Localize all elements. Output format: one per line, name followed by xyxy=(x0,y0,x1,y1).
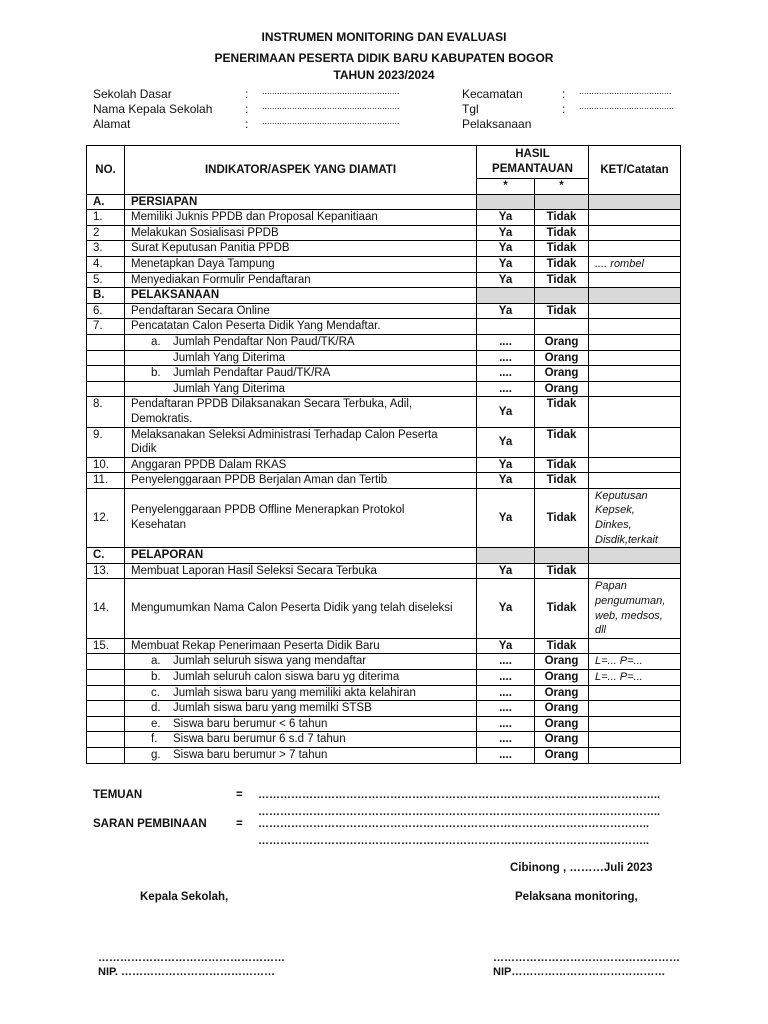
note-line: Disdik,terkait xyxy=(595,533,658,546)
sub-label: b. xyxy=(151,367,161,380)
table-row xyxy=(87,427,681,457)
row-note[interactable] xyxy=(589,716,681,732)
row-indicator: Menyediakan Formulir Pendaftaran xyxy=(125,272,477,288)
note-line: dll xyxy=(595,624,607,637)
row-no: 4. xyxy=(87,256,125,272)
table-row xyxy=(87,747,681,763)
sub-label: c. xyxy=(151,686,160,699)
row-sub-indicator xyxy=(125,685,477,701)
row-note[interactable] xyxy=(589,638,681,654)
answer-ya[interactable]: Ya xyxy=(477,563,535,579)
section-fill xyxy=(477,288,535,304)
answer-tidak[interactable]: Tidak xyxy=(535,303,589,319)
row-sub-indicator xyxy=(125,381,477,397)
doc-title-line3: TAHUN 2023/2024 xyxy=(333,68,435,82)
row-indicator: Membuat Laporan Hasil Seleksi Secara Terbuka xyxy=(125,563,477,579)
row-note[interactable] xyxy=(589,272,681,288)
row-sub-indicator xyxy=(125,701,477,717)
place-date: Cibinong , ………Juli 2023 xyxy=(510,862,653,874)
answer-ya[interactable]: Ya xyxy=(477,303,535,319)
row-note[interactable] xyxy=(589,685,681,701)
section-fill xyxy=(589,288,681,304)
row-no: 13. xyxy=(87,563,125,579)
row-note[interactable] xyxy=(589,579,681,638)
sub-label: a. xyxy=(151,335,161,348)
table-row xyxy=(87,225,681,241)
indicator-line: Melaksanakan Seleksi Administrasi Terhadap Calon Peserta xyxy=(131,428,438,441)
answer-tidak[interactable]: Tidak xyxy=(535,256,589,272)
sub-text: Jumlah Yang Diterima xyxy=(173,382,286,395)
col-indikator-header: INDIKATOR/ASPEK YANG DIAMATI xyxy=(125,146,477,195)
section-title: PERSIAPAN xyxy=(125,194,477,210)
temuan-label: TEMUAN xyxy=(93,789,143,801)
count-unit: Orang xyxy=(535,334,589,350)
section-no: C. xyxy=(87,548,125,564)
count-unit: Orang xyxy=(535,716,589,732)
saran-dots-2: …………………………………………………………………………………………….. xyxy=(258,835,650,847)
table-row xyxy=(87,319,681,335)
sub-text: Jumlah Pendaftar Non Paud/TK/RA xyxy=(173,335,355,348)
info-label: Pelaksanaan xyxy=(462,117,532,131)
count-field[interactable]: .... xyxy=(477,654,535,670)
table-row xyxy=(87,272,681,288)
answer-tidak[interactable]: Tidak xyxy=(535,638,589,654)
table-row xyxy=(87,716,681,732)
answer-tidak[interactable]: Tidak xyxy=(535,457,589,473)
count-field[interactable]: .... xyxy=(477,381,535,397)
info-colon: : xyxy=(562,102,566,116)
row-sub-indicator xyxy=(125,670,477,686)
answer-tidak[interactable]: Tidak xyxy=(535,473,589,489)
row-indicator: Pendaftaran Secara Online xyxy=(125,303,477,319)
count-field[interactable]: .... xyxy=(477,701,535,717)
info-label: Kecamatan xyxy=(462,87,523,101)
answer-ya[interactable] xyxy=(477,319,535,335)
row-indicator: Anggaran PPDB Dalam RKAS xyxy=(125,457,477,473)
row-note[interactable]: L=... P=... xyxy=(589,670,681,686)
section-no: B. xyxy=(87,288,125,304)
count-unit: Orang xyxy=(535,701,589,717)
table-row xyxy=(87,397,681,427)
answer-tidak[interactable]: Tidak xyxy=(535,225,589,241)
count-unit: Orang xyxy=(535,732,589,748)
sub-text: Jumlah siswa baru yang memiliki akta kelahiran xyxy=(173,686,416,699)
info-value[interactable]: ....................................................... xyxy=(262,116,400,126)
table-row xyxy=(87,241,681,257)
row-sub-indicator xyxy=(125,350,477,366)
indicator-line: Demokratis. xyxy=(131,412,193,425)
sub-text: Jumlah Yang Diterima xyxy=(173,351,286,364)
sub-label: a. xyxy=(151,655,161,668)
answer-ya[interactable]: Ya xyxy=(477,241,535,257)
row-no: 14. xyxy=(87,579,125,638)
answer-tidak[interactable]: Tidak xyxy=(535,488,589,547)
left-sign-line: …………………………………………… xyxy=(98,952,285,964)
row-no: 8. xyxy=(87,397,125,427)
answer-ya[interactable]: Ya xyxy=(477,488,535,547)
right-nip: NIP…………………………………… xyxy=(493,966,666,978)
row-note[interactable] xyxy=(589,381,681,397)
table-row xyxy=(87,457,681,473)
row-no xyxy=(87,732,125,748)
row-note[interactable] xyxy=(589,225,681,241)
section-fill xyxy=(535,288,589,304)
monitoring-table xyxy=(86,145,681,764)
row-no: 11. xyxy=(87,473,125,489)
table-row xyxy=(87,303,681,319)
answer-tidak[interactable]: Tidak xyxy=(535,427,589,457)
count-field[interactable]: .... xyxy=(477,366,535,382)
col-hasil-header xyxy=(477,146,589,179)
row-no xyxy=(87,366,125,382)
row-note[interactable] xyxy=(589,488,681,547)
table-row xyxy=(87,732,681,748)
row-no xyxy=(87,334,125,350)
note-line: Kepsek, xyxy=(595,504,635,517)
row-no: 12. xyxy=(87,488,125,547)
row-no: 6. xyxy=(87,303,125,319)
answer-ya[interactable]: Ya xyxy=(477,272,535,288)
info-colon: : xyxy=(245,117,249,131)
row-no: 1. xyxy=(87,210,125,226)
answer-ya[interactable]: Ya xyxy=(477,427,535,457)
note-line: pengumuman, xyxy=(595,595,666,608)
indicator-line: Pendaftaran PPDB Dilaksanakan Secara Terbuka, Adil, xyxy=(131,398,413,411)
hasil-star-1: * xyxy=(477,179,535,195)
row-note[interactable] xyxy=(589,563,681,579)
count-unit: Orang xyxy=(535,381,589,397)
table-row xyxy=(87,579,681,638)
col-no-header: NO. xyxy=(87,146,125,195)
row-no xyxy=(87,701,125,717)
right-role: Pelaksana monitoring, xyxy=(515,891,638,903)
row-no xyxy=(87,670,125,686)
table-row xyxy=(87,670,681,686)
count-unit: Orang xyxy=(535,747,589,763)
row-no: 10. xyxy=(87,457,125,473)
sub-label: d. xyxy=(151,702,161,715)
row-indicator xyxy=(125,488,477,547)
row-note[interactable] xyxy=(589,427,681,457)
note-line: Keputusan xyxy=(595,489,648,502)
row-no xyxy=(87,654,125,670)
section-title: PELAKSANAAN xyxy=(125,288,477,304)
row-no: 5. xyxy=(87,272,125,288)
answer-ya[interactable]: Ya xyxy=(477,457,535,473)
row-no: 3. xyxy=(87,241,125,257)
doc-title-line2: PENERIMAAN PESERTA DIDIK BARU KABUPATEN BOGOR xyxy=(214,51,554,65)
table-row xyxy=(87,381,681,397)
row-indicator: Surat Keputusan Panitia PPDB xyxy=(125,241,477,257)
indicator-line: Kesehatan xyxy=(131,519,186,532)
count-field[interactable]: .... xyxy=(477,685,535,701)
table-row xyxy=(87,638,681,654)
info-colon: : xyxy=(245,102,249,116)
answer-ya[interactable]: Ya xyxy=(477,473,535,489)
left-role: Kepala Sekolah, xyxy=(140,891,229,903)
row-note[interactable] xyxy=(589,303,681,319)
row-note[interactable] xyxy=(589,701,681,717)
table-row xyxy=(87,288,681,304)
doc-title-line1: INSTRUMEN MONITORING DAN EVALUASI xyxy=(261,30,507,44)
table-row xyxy=(87,488,681,547)
row-indicator xyxy=(125,427,477,457)
saran-eq: = xyxy=(236,818,243,830)
sub-text: Jumlah siswa baru yang memilki STSB xyxy=(173,702,372,715)
row-no xyxy=(87,381,125,397)
answer-tidak[interactable]: Tidak xyxy=(535,210,589,226)
row-note[interactable] xyxy=(589,397,681,427)
row-note[interactable] xyxy=(589,334,681,350)
count-unit: Orang xyxy=(535,685,589,701)
info-value[interactable]: ..................................... xyxy=(579,86,672,96)
answer-ya[interactable]: Ya xyxy=(477,210,535,226)
table-row xyxy=(87,334,681,350)
row-note[interactable] xyxy=(589,210,681,226)
sub-label: f. xyxy=(151,733,158,746)
table-row xyxy=(87,685,681,701)
table-row xyxy=(87,701,681,717)
sub-text: Siswa baru berumur 6 s.d 7 tahun xyxy=(173,733,346,746)
section-no: A. xyxy=(87,194,125,210)
sub-text: Jumlah Pendaftar Paud/TK/RA xyxy=(173,367,331,380)
row-no: 2 xyxy=(87,225,125,241)
sub-label: e. xyxy=(151,717,161,730)
row-note[interactable] xyxy=(589,457,681,473)
row-indicator: Membuat Rekap Penerimaan Peserta Didik Baru xyxy=(125,638,477,654)
answer-tidak[interactable]: Tidak xyxy=(535,397,589,427)
info-label: Sekolah Dasar xyxy=(93,87,172,101)
row-indicator xyxy=(125,397,477,427)
sub-label: b. xyxy=(151,671,161,683)
info-value[interactable]: ....................................................... xyxy=(262,101,400,111)
sub-text: Siswa baru berumur < 6 tahun xyxy=(173,717,328,730)
info-value[interactable]: ....................................................... xyxy=(262,86,400,96)
note-line: Papan xyxy=(595,580,627,593)
sub-label: g. xyxy=(151,748,161,761)
row-note[interactable] xyxy=(589,319,681,335)
col-ket-header: KET/Catatan xyxy=(589,146,681,195)
section-fill xyxy=(477,194,535,210)
table-row xyxy=(87,210,681,226)
row-indicator: Penyelenggaraan PPDB Berjalan Aman dan Tertib xyxy=(125,473,477,489)
row-sub-indicator xyxy=(125,654,477,670)
row-no: 7. xyxy=(87,319,125,335)
row-sub-indicator xyxy=(125,366,477,382)
info-label: Nama Kepala Sekolah xyxy=(93,102,213,116)
row-sub-indicator xyxy=(125,334,477,350)
section-title: PELAPORAN xyxy=(125,548,477,564)
note-line: web, medsos, xyxy=(595,609,663,622)
answer-tidak[interactable]: Tidak xyxy=(535,241,589,257)
indicator-line: Penyelenggaraan PPDB Offline Menerapkan Protokol xyxy=(131,504,405,517)
left-nip: NIP. …………………………………… xyxy=(98,966,276,978)
row-no xyxy=(87,716,125,732)
section-fill xyxy=(477,548,535,564)
row-sub-indicator xyxy=(125,747,477,763)
row-no: 15. xyxy=(87,638,125,654)
sub-text: Jumlah seluruh siswa yang mendaftar xyxy=(173,655,367,668)
table-row xyxy=(87,350,681,366)
answer-ya[interactable]: Ya xyxy=(477,256,535,272)
row-note[interactable]: L=... P=... xyxy=(589,654,681,670)
answer-ya[interactable]: Ya xyxy=(477,579,535,638)
count-unit: Orang xyxy=(535,350,589,366)
row-indicator: Menetapkan Daya Tampung xyxy=(125,256,477,272)
row-no xyxy=(87,747,125,763)
table-row xyxy=(87,654,681,670)
row-indicator: Mengumumkan Nama Calon Peserta Didik yang telah diseleksi xyxy=(125,579,477,638)
row-note[interactable] xyxy=(589,473,681,489)
hasil-star-2: * xyxy=(535,179,589,195)
row-no: 9. xyxy=(87,427,125,457)
info-value[interactable]: ...................................... xyxy=(579,101,675,111)
info-colon: : xyxy=(245,87,249,101)
hasil-label: HASIL PEMANTAUAN xyxy=(492,148,573,175)
answer-tidak[interactable]: Tidak xyxy=(535,272,589,288)
count-field[interactable]: .... xyxy=(477,732,535,748)
count-field[interactable]: .... xyxy=(477,670,535,686)
row-note[interactable] xyxy=(589,747,681,763)
sub-text: Siswa baru berumur > 7 tahun xyxy=(173,748,328,761)
answer-ya[interactable]: Ya xyxy=(477,638,535,654)
row-note[interactable]: .... rombel xyxy=(589,256,681,272)
count-field[interactable]: .... xyxy=(477,350,535,366)
temuan-dots-2: ……………………………………………………………………………………………….. xyxy=(258,806,661,818)
table-row xyxy=(87,548,681,564)
count-unit: Orang xyxy=(535,366,589,382)
info-label: Tgl xyxy=(462,102,479,116)
table-row xyxy=(87,256,681,272)
row-no xyxy=(87,685,125,701)
sub-text: Jumlah seluruh calon siswa baru yg diterima xyxy=(173,671,400,683)
count-unit: Orang xyxy=(535,670,589,686)
section-fill xyxy=(589,194,681,210)
count-unit: Orang xyxy=(535,654,589,670)
table-row xyxy=(87,473,681,489)
table-row xyxy=(87,366,681,382)
count-field[interactable]: .... xyxy=(477,334,535,350)
section-fill xyxy=(589,548,681,564)
row-note[interactable] xyxy=(589,732,681,748)
saran-dots-1: …………………………………………………………………………………………….. xyxy=(258,818,650,830)
answer-tidak[interactable]: Tidak xyxy=(535,579,589,638)
answer-tidak[interactable]: Tidak xyxy=(535,563,589,579)
note-line: Dinkes, xyxy=(595,519,632,532)
section-fill xyxy=(535,194,589,210)
section-fill xyxy=(535,548,589,564)
answer-tidak[interactable] xyxy=(535,319,589,335)
saran-label: SARAN PEMBINAAN xyxy=(93,818,207,830)
row-indicator: Pencatatan Calon Peserta Didik Yang Mendaftar. xyxy=(125,319,477,335)
row-no xyxy=(87,350,125,366)
row-sub-indicator xyxy=(125,732,477,748)
row-note[interactable] xyxy=(589,241,681,257)
indicator-line: Didik xyxy=(131,443,157,456)
answer-ya[interactable]: Ya xyxy=(477,225,535,241)
row-note[interactable] xyxy=(589,366,681,382)
table-row xyxy=(87,563,681,579)
right-sign-line: …………………………………………… xyxy=(493,952,680,964)
answer-ya[interactable]: Ya xyxy=(477,397,535,427)
count-field[interactable]: .... xyxy=(477,716,535,732)
temuan-dots-1: ……………………………………………………………………………………………….. xyxy=(258,789,661,801)
row-sub-indicator xyxy=(125,716,477,732)
table-row xyxy=(87,194,681,210)
count-field[interactable]: .... xyxy=(477,747,535,763)
temuan-eq: = xyxy=(236,789,243,801)
row-note[interactable] xyxy=(589,350,681,366)
row-indicator: Melakukan Sosialisasi PPDB xyxy=(125,225,477,241)
row-indicator: Memiliki Juknis PPDB dan Proposal Kepanitiaan xyxy=(125,210,477,226)
info-label: Alamat xyxy=(93,117,131,131)
info-colon: : xyxy=(562,87,566,101)
